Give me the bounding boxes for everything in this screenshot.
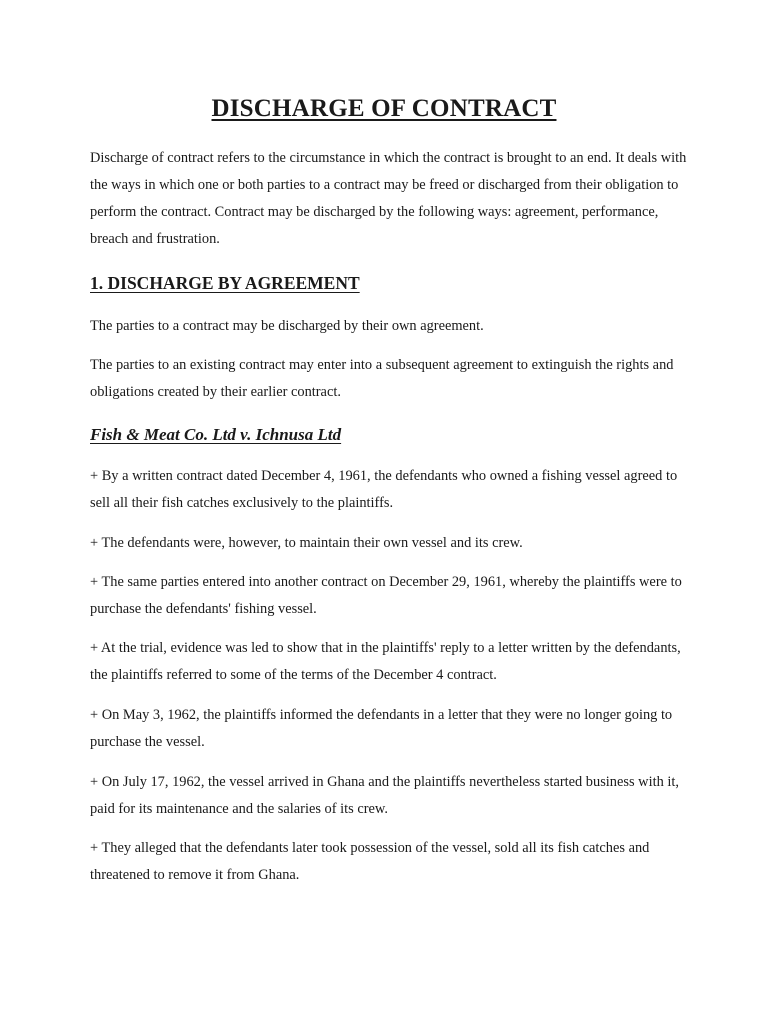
case-point: + By a written contract dated December 4, 1961, the defendants who owned a fishing vessel agreed to sell all their fish catches exclusively to the plaintiffs. (90, 468, 678, 511)
agreement-paragraph-1: The parties to a contract may be discharged by their own agreement. (90, 318, 484, 334)
agreement-paragraph-2: The parties to an existing contract may enter into a subsequent agreement to extinguish the rights and obligations created by their earlier contract. (90, 357, 674, 400)
document-title: DISCHARGE OF CONTRACT (211, 95, 557, 122)
case-point: + They alleged that the defendants later took possession of the vessel, sold all its fish catches and threatened to remove it from Ghana. (90, 840, 650, 883)
section-heading-agreement: 1. DISCHARGE BY AGREEMENT (90, 273, 360, 293)
intro-paragraph: Discharge of contract refers to the circumstance in which the contract is brought to an end. It deals with the ways in which one or both parties to a contract may be freed or discharged from their obligation to perform the contract. Contract may be discharged by the following ways: agreement, performance, breach and frustration. (90, 150, 687, 247)
case-point: + At the trial, evidence was led to show that in the plaintiffs' reply to a letter written by the defendants, the plaintiffs referred to some of the terms of the December 4 contract. (90, 640, 681, 683)
case-point: + The same parties entered into another contract on December 29, 1961, whereby the plaintiffs were to purchase the defendants' fishing vessel. (90, 574, 682, 617)
case-point: + On July 17, 1962, the vessel arrived in Ghana and the plaintiffs nevertheless started business with it, paid for its maintenance and the salaries of its crew. (90, 774, 679, 817)
case-title: Fish & Meat Co. Ltd v. Ichnusa Ltd (90, 425, 342, 444)
case-point: + The defendants were, however, to maintain their own vessel and its crew. (90, 535, 523, 551)
case-point: + On May 3, 1962, the plaintiffs informed the defendants in a letter that they were no longer going to purchase the vessel. (90, 707, 673, 750)
